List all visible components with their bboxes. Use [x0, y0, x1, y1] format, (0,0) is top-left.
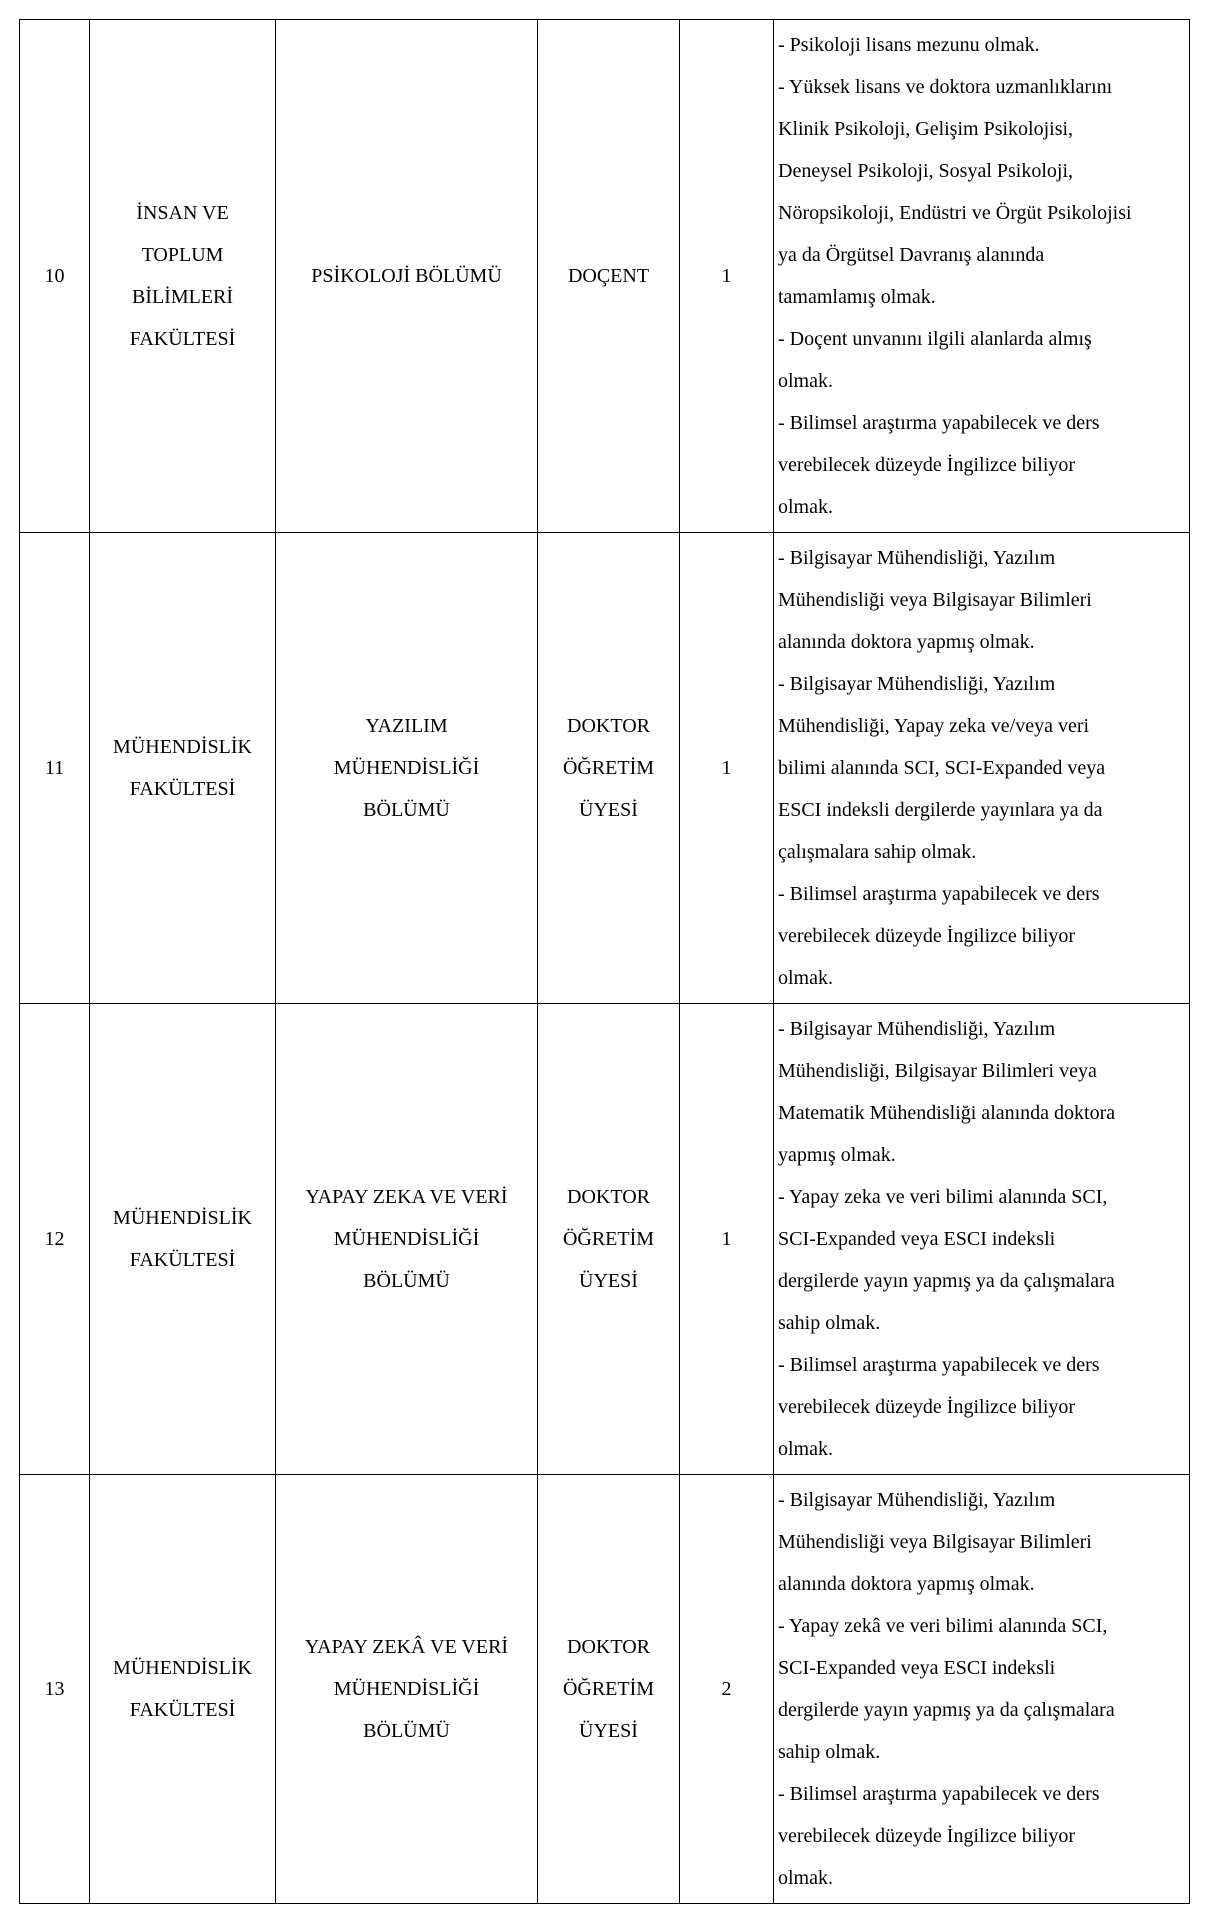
requirement-line: Mühendisliği veya Bilgisayar Bilimleri — [778, 589, 1092, 611]
department-cell: YAPAY ZEKÂ VE VERİ MÜHENDİSLİĞİ BÖLÜMÜ — [276, 1475, 538, 1904]
faculty-cell: İNSAN VE TOPLUM BİLİMLERİ FAKÜLTESİ — [90, 20, 276, 533]
table-row — [20, 1475, 1190, 1904]
requirement-line: - Psikoloji lisans mezunu olmak. — [778, 34, 1040, 56]
requirement-line: - Bilimsel araştırma yapabilecek ve ders — [778, 883, 1100, 905]
requirements-cell — [774, 20, 1190, 533]
count-cell: 1 — [680, 20, 774, 533]
requirement-line: - Doçent unvanını ilgili alanlarda almış — [778, 328, 1092, 350]
requirement-line: Klinik Psikoloji, Gelişim Psikolojisi, — [778, 118, 1074, 140]
requirement-line: sahip olmak. — [778, 1312, 881, 1334]
requirement-line: Mühendisliği, Yapay zeka ve/veya veri — [778, 715, 1090, 737]
requirement-line: sahip olmak. — [778, 1741, 881, 1763]
document-page — [19, 19, 1189, 1904]
requirement-line: dergilerde yayın yapmış ya da çalışmalara — [778, 1699, 1115, 1721]
requirement-line: olmak. — [778, 1438, 833, 1460]
requirement-line: alanında doktora yapmış olmak. — [778, 1573, 1035, 1595]
department-cell: PSİKOLOJİ BÖLÜMÜ — [276, 20, 538, 533]
requirements-cell — [774, 533, 1190, 1004]
title-cell: DOKTOR ÖĞRETİM ÜYESİ — [538, 1004, 680, 1475]
row-number: 10 — [20, 20, 90, 533]
requirement-line: SCI-Expanded veya ESCI indeksli — [778, 1657, 1056, 1679]
requirement-line: - Bilimsel araştırma yapabilecek ve ders — [778, 1354, 1100, 1376]
title-cell: DOÇENT — [538, 20, 680, 533]
count-cell: 2 — [680, 1475, 774, 1904]
table-row — [20, 20, 1190, 533]
requirement-line: olmak. — [778, 1867, 833, 1889]
requirement-line: yapmış olmak. — [778, 1144, 896, 1166]
row-number: 12 — [20, 1004, 90, 1475]
requirement-line: verebilecek düzeyde İngilizce biliyor — [778, 454, 1076, 476]
requirement-line: - Bilgisayar Mühendisliği, Yazılım — [778, 1489, 1056, 1511]
requirement-line: Mühendisliği, Bilgisayar Bilimleri veya — [778, 1060, 1097, 1082]
row-number: 13 — [20, 1475, 90, 1904]
requirement-line: çalışmalara sahip olmak. — [778, 841, 977, 863]
requirement-line: - Bilimsel araştırma yapabilecek ve ders — [778, 1783, 1100, 1805]
requirement-line: - Bilimsel araştırma yapabilecek ve ders — [778, 412, 1100, 434]
requirement-line: - Bilgisayar Mühendisliği, Yazılım — [778, 1018, 1056, 1040]
requirement-line: SCI-Expanded veya ESCI indeksli — [778, 1228, 1056, 1250]
faculty-cell: MÜHENDİSLİK FAKÜLTESİ — [90, 533, 276, 1004]
title-cell: DOKTOR ÖĞRETİM ÜYESİ — [538, 533, 680, 1004]
requirement-line: tamamlamış olmak. — [778, 286, 936, 308]
requirements-cell — [774, 1475, 1190, 1904]
requirement-line: olmak. — [778, 496, 833, 518]
requirement-line: alanında doktora yapmış olmak. — [778, 631, 1035, 653]
title-cell: DOKTOR ÖĞRETİM ÜYESİ — [538, 1475, 680, 1904]
faculty-cell: MÜHENDİSLİK FAKÜLTESİ — [90, 1475, 276, 1904]
table-row — [20, 533, 1190, 1004]
requirement-line: Deneysel Psikoloji, Sosyal Psikoloji, — [778, 160, 1074, 182]
requirement-line: verebilecek düzeyde İngilizce biliyor — [778, 1396, 1076, 1418]
requirement-line: - Yapay zeka ve veri bilimi alanında SCI, — [778, 1186, 1108, 1208]
requirement-line: olmak. — [778, 370, 833, 392]
requirement-line: Matematik Mühendisliği alanında doktora — [778, 1102, 1116, 1124]
requirement-line: Mühendisliği veya Bilgisayar Bilimleri — [778, 1531, 1092, 1553]
department-cell: YAZILIM MÜHENDİSLİĞİ BÖLÜMÜ — [276, 533, 538, 1004]
requirement-line: dergilerde yayın yapmış ya da çalışmalara — [778, 1270, 1115, 1292]
requirement-line: - Yüksek lisans ve doktora uzmanlıklarını — [778, 76, 1113, 98]
requirement-line: ESCI indeksli dergilerde yayınlara ya da — [778, 799, 1103, 821]
count-cell: 1 — [680, 533, 774, 1004]
requirement-line: ya da Örgütsel Davranış alanında — [778, 244, 1045, 266]
count-cell: 1 — [680, 1004, 774, 1475]
positions-table-body — [20, 20, 1190, 1904]
requirement-line: bilimi alanında SCI, SCI-Expanded veya — [778, 757, 1106, 779]
requirement-line: - Yapay zekâ ve veri bilimi alanında SCI, — [778, 1615, 1108, 1637]
requirement-line: olmak. — [778, 967, 833, 989]
requirement-line: - Bilgisayar Mühendisliği, Yazılım — [778, 673, 1056, 695]
faculty-cell: MÜHENDİSLİK FAKÜLTESİ — [90, 1004, 276, 1475]
table-row — [20, 1004, 1190, 1475]
row-number: 11 — [20, 533, 90, 1004]
requirement-line: Nöropsikoloji, Endüstri ve Örgüt Psikolojisi — [778, 202, 1132, 224]
requirement-line: verebilecek düzeyde İngilizce biliyor — [778, 1825, 1076, 1847]
requirement-line: verebilecek düzeyde İngilizce biliyor — [778, 925, 1076, 947]
department-cell: YAPAY ZEKA VE VERİ MÜHENDİSLİĞİ BÖLÜMÜ — [276, 1004, 538, 1475]
requirements-cell — [774, 1004, 1190, 1475]
positions-table — [19, 19, 1190, 1904]
requirement-line: - Bilgisayar Mühendisliği, Yazılım — [778, 547, 1056, 569]
